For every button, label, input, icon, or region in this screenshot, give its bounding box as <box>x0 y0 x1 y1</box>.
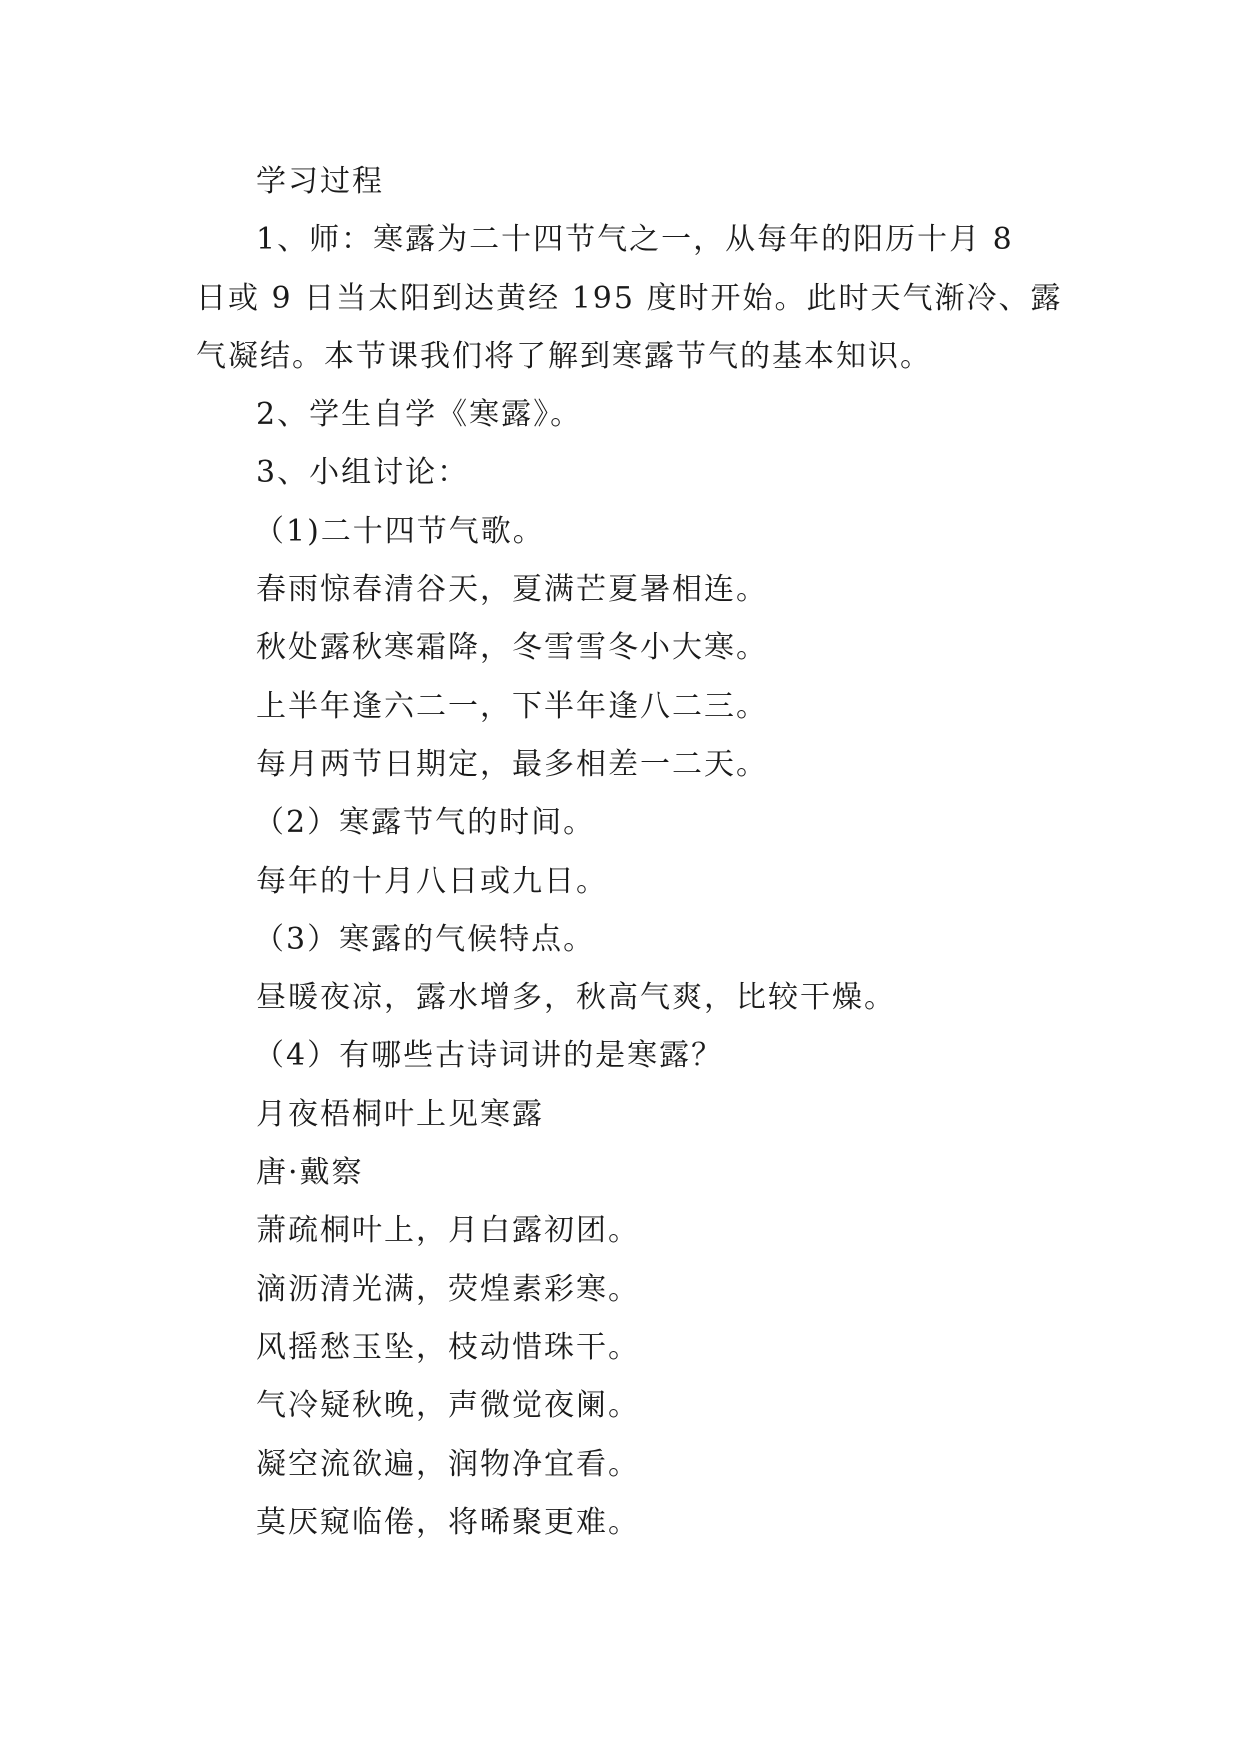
poem-line: 滴沥清光满，荧煌素彩寒。 <box>256 1271 640 1307</box>
poem-title: 月夜梧桐叶上见寒露 <box>256 1096 544 1132</box>
question-1: （1)二十四节气歌。 <box>254 513 545 549</box>
paragraph-1-line-1: 1、师：寒露为二十四节气之一，从每年的阳历十月 8 <box>256 222 1014 258</box>
song-line: 每月两节日期定，最多相差一二天。 <box>256 746 768 782</box>
paragraph-2: 2、学生自学《寒露》。 <box>256 397 583 433</box>
poem-author: 唐·戴察 <box>256 1155 364 1191</box>
song-line: 秋处露秋寒霜降，冬雪雪冬小大寒。 <box>256 630 768 666</box>
question-4: （4）有哪些古诗词讲的是寒露？ <box>254 1038 724 1074</box>
answer-3: 昼暖夜凉，露水增多，秋高气爽，比较干燥。 <box>256 980 896 1016</box>
poem-line: 风摇愁玉坠，枝动惜珠干。 <box>256 1329 640 1365</box>
question-3: （3）寒露的气候特点。 <box>254 921 596 957</box>
poem-line: 气冷疑秋晚，声微觉夜阑。 <box>256 1388 640 1424</box>
song-line: 上半年逢六二一，下半年逢八二三。 <box>256 688 768 724</box>
poem-line: 萧疏桐叶上，月白露初团。 <box>256 1213 640 1249</box>
document-body <box>196 153 1063 1552</box>
section-heading: 学习过程 <box>256 164 384 199</box>
poem-line: 凝空流欲遍，润物净宜看。 <box>256 1446 640 1482</box>
question-2: （2）寒露节气的时间。 <box>254 805 596 841</box>
paragraph-1-line-3: 气凝结。本节课我们将了解到寒露节气的基本知识。 <box>196 338 932 374</box>
paragraph-3: 3、小组讨论： <box>256 455 470 491</box>
answer-2: 每年的十月八日或九日。 <box>256 863 608 899</box>
poem-line: 莫厌窥临倦，将晞聚更难。 <box>256 1504 640 1540</box>
paragraph-1-line-2: 日或 9 日当太阳到达黄经 195 度时开始。此时天气渐冷、露 <box>196 280 1063 316</box>
song-line: 春雨惊春清谷天，夏满芒夏暑相连。 <box>256 572 768 608</box>
